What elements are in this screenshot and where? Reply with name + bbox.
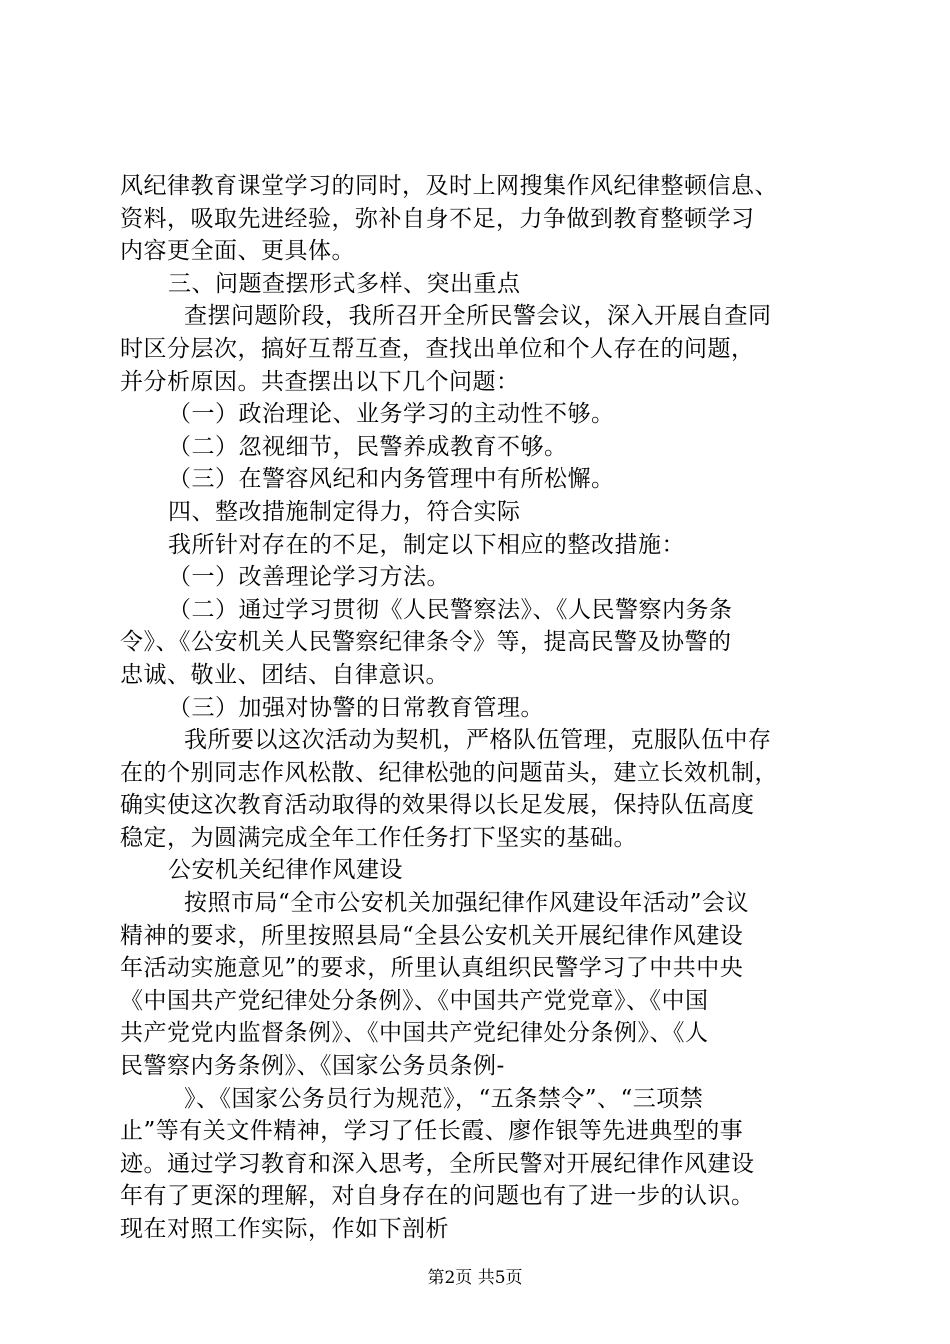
- text-line: 现在对照工作实际，作如下剖析: [120, 1216, 449, 1242]
- text-line: 资料，吸取先进经验，弥补自身不足，力争做到教育整顿学习: [120, 205, 755, 232]
- list-item: （一）政治理论、业务学习的主动性不够。: [168, 401, 615, 428]
- text-line: 精神的要求，所里按照县局“全县公安机关开展纪律作风建设: [120, 922, 744, 949]
- text-line: 共产党党内监督条例》、《中国共产党纪律处分条例》、《人: [120, 1020, 709, 1047]
- section-heading: 三、问题查摆形式多样、突出重点: [168, 270, 521, 297]
- text-line: 确实使这次教育活动取得的效果得以长足发展，保持队伍高度: [120, 792, 755, 819]
- text-line: 并分析原因。共查摆出以下几个问题：: [120, 368, 520, 395]
- document-body: [120, 170, 840, 1246]
- text-line: 止”等有关文件精神，学习了任长霞、廖作银等先进典型的事: [120, 1118, 744, 1145]
- list-item: （一）改善理论学习方法。: [168, 564, 450, 591]
- text-line: 忠诚、敬业、团结、自律意识。: [120, 661, 449, 688]
- text-line: 内容更全面、更具体。: [120, 238, 355, 265]
- text-line: 查摆问题阶段，我所召开全所民警会议，深入开展自查同: [184, 303, 772, 330]
- text-line: 年活动实施意见”的要求，所里认真组织民警学习了中共中央: [120, 955, 744, 982]
- text-line: 令》、《公安机关人民警察纪律条令》等，提高民警及协警的: [120, 629, 732, 656]
- text-line: 民警察内务条例》、《国家公务员条例-: [120, 1053, 505, 1080]
- list-item: （二）忽视细节，民警养成教育不够。: [168, 433, 568, 460]
- text-line: 我所要以这次活动为契机，严格队伍管理，克服队伍中存: [184, 727, 772, 754]
- section-heading: 公安机关纪律作风建设: [168, 857, 403, 884]
- text-line: 稳定，为圆满完成全年工作任务打下坚实的基础。: [120, 824, 637, 851]
- text-line: 》、《国家公务员行为规范》，“五条禁令”、“三项禁: [184, 1085, 704, 1112]
- text-line: 风纪律教育课堂学习的同时，及时上网搜集作风纪律整顿信息、: [120, 173, 778, 199]
- text-line: 《中国共产党纪律处分条例》、《中国共产党党章》、《中国: [120, 987, 709, 1014]
- list-item: （三）在警容风纪和内务管理中有所松懈。: [168, 466, 615, 493]
- text-line: 按照市局“全市公安机关加强纪律作风建设年活动”会议: [184, 890, 750, 917]
- text-line: 时区分层次，搞好互帮互查，查找出单位和个人存在的问题，: [120, 335, 755, 362]
- text-line: 年有了更深的理解，对自身存在的问题也有了进一步的认识。: [120, 1183, 755, 1210]
- text-line: 在的个别同志作风松散、纪律松弛的问题苗头，建立长效机制，: [120, 759, 778, 786]
- section-heading: 四、整改措施制定得力，符合实际: [168, 498, 521, 525]
- list-item: （三）加强对协警的日常教育管理。: [168, 694, 544, 721]
- list-item: （二）通过学习贯彻《人民警察法》、《人民警察内务条: [168, 596, 733, 623]
- page-number: 第2页 共5页: [427, 1268, 523, 1288]
- text-line: 我所针对存在的不足，制定以下相应的整改措施：: [168, 531, 685, 558]
- text-line: 迹。通过学习教育和深入思考，全所民警对开展纪律作风建设: [120, 1150, 755, 1177]
